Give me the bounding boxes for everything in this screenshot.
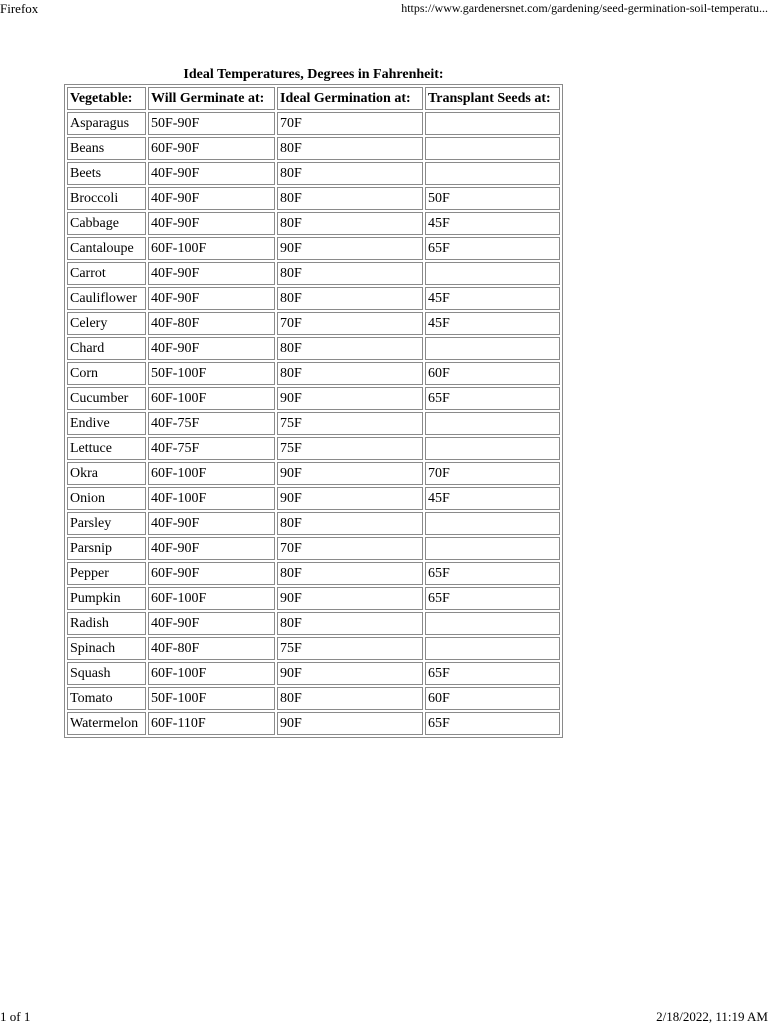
will-germinate-cell: 40F-90F (148, 537, 275, 560)
ideal-germination-cell: 90F (277, 587, 423, 610)
vegetable-cell: Lettuce (67, 437, 146, 460)
transplant-cell: 65F (425, 587, 560, 610)
transplant-cell: 45F (425, 312, 560, 335)
table-row (67, 412, 560, 435)
ideal-germination-cell: 80F (277, 362, 423, 385)
will-germinate-cell: 40F-90F (148, 262, 275, 285)
ideal-germination-cell: 90F (277, 487, 423, 510)
ideal-germination-cell: 80F (277, 162, 423, 185)
ideal-germination-cell: 90F (277, 662, 423, 685)
will-germinate-cell: 40F-100F (148, 487, 275, 510)
table-row (67, 187, 560, 210)
ideal-germination-cell: 80F (277, 187, 423, 210)
will-germinate-cell: 60F-100F (148, 237, 275, 260)
transplant-cell: 70F (425, 462, 560, 485)
ideal-germination-cell: 90F (277, 387, 423, 410)
vegetable-cell: Tomato (67, 687, 146, 710)
ideal-germination-cell: 80F (277, 212, 423, 235)
vegetable-cell: Cantaloupe (67, 237, 146, 260)
will-germinate-cell: 50F-100F (148, 687, 275, 710)
table-row (67, 362, 560, 385)
transplant-cell (425, 437, 560, 460)
vegetable-cell: Cabbage (67, 212, 146, 235)
will-germinate-cell: 40F-90F (148, 287, 275, 310)
ideal-germination-cell: 80F (277, 612, 423, 635)
ideal-germination-cell: 80F (277, 137, 423, 160)
will-germinate-cell: 50F-90F (148, 112, 275, 135)
table-row (67, 337, 560, 360)
transplant-cell (425, 337, 560, 360)
vegetable-cell: Squash (67, 662, 146, 685)
table-row (67, 537, 560, 560)
will-germinate-cell: 60F-90F (148, 137, 275, 160)
vegetable-cell: Radish (67, 612, 146, 635)
ideal-germination-cell: 70F (277, 312, 423, 335)
transplant-cell (425, 612, 560, 635)
vegetable-cell: Endive (67, 412, 146, 435)
vegetable-cell: Cucumber (67, 387, 146, 410)
will-germinate-cell: 60F-110F (148, 712, 275, 735)
table-caption: Ideal Temperatures, Degrees in Fahrenheit: (183, 67, 444, 82)
ideal-germination-cell: 80F (277, 287, 423, 310)
will-germinate-cell: 40F-90F (148, 512, 275, 535)
vegetable-cell: Carrot (67, 262, 146, 285)
vegetable-cell: Spinach (67, 637, 146, 660)
table-row (67, 112, 560, 135)
vegetable-cell: Parsley (67, 512, 146, 535)
print-timestamp: 2/18/2022, 11:19 AM (656, 1009, 768, 1024)
table-row (67, 137, 560, 160)
vegetable-cell: Parsnip (67, 537, 146, 560)
will-germinate-cell: 60F-100F (148, 462, 275, 485)
vegetable-cell: Pumpkin (67, 587, 146, 610)
temperature-table (64, 66, 563, 738)
ideal-germination-cell: 75F (277, 637, 423, 660)
ideal-germination-cell: 90F (277, 237, 423, 260)
page-count: 1 of 1 (0, 1009, 31, 1024)
column-header-transplant: Transplant Seeds at: (425, 87, 560, 110)
vegetable-cell: Asparagus (67, 112, 146, 135)
vegetable-cell: Okra (67, 462, 146, 485)
browser-name: Firefox (0, 1, 39, 16)
vegetable-cell: Pepper (67, 562, 146, 585)
vegetable-cell: Beans (67, 137, 146, 160)
ideal-germination-cell: 70F (277, 537, 423, 560)
table-row (67, 437, 560, 460)
vegetable-cell: Cauliflower (67, 287, 146, 310)
transplant-cell (425, 162, 560, 185)
column-header-will-germinate: Will Germinate at: (148, 87, 275, 110)
transplant-cell (425, 137, 560, 160)
transplant-cell (425, 512, 560, 535)
transplant-cell: 45F (425, 212, 560, 235)
will-germinate-cell: 40F-90F (148, 612, 275, 635)
will-germinate-cell: 40F-75F (148, 412, 275, 435)
will-germinate-cell: 40F-80F (148, 312, 275, 335)
table-row (67, 662, 560, 685)
transplant-cell: 65F (425, 712, 560, 735)
table-row (67, 262, 560, 285)
ideal-germination-cell: 80F (277, 337, 423, 360)
transplant-cell: 60F (425, 362, 560, 385)
table-row (67, 462, 560, 485)
transplant-cell: 65F (425, 562, 560, 585)
ideal-germination-cell: 70F (277, 112, 423, 135)
ideal-germination-cell: 80F (277, 262, 423, 285)
will-germinate-cell: 50F-100F (148, 362, 275, 385)
transplant-cell (425, 637, 560, 660)
table-row (67, 487, 560, 510)
transplant-cell: 45F (425, 487, 560, 510)
will-germinate-cell: 40F-90F (148, 337, 275, 360)
vegetable-cell: Chard (67, 337, 146, 360)
transplant-cell (425, 537, 560, 560)
table-row (67, 712, 560, 735)
ideal-germination-cell: 80F (277, 512, 423, 535)
transplant-cell (425, 412, 560, 435)
transplant-cell: 65F (425, 387, 560, 410)
table-row (67, 612, 560, 635)
will-germinate-cell: 60F-100F (148, 587, 275, 610)
ideal-germination-cell: 80F (277, 687, 423, 710)
table-body (67, 112, 560, 735)
vegetable-cell: Beets (67, 162, 146, 185)
table-row (67, 687, 560, 710)
will-germinate-cell: 60F-100F (148, 662, 275, 685)
ideal-germination-cell: 90F (277, 712, 423, 735)
will-germinate-cell: 40F-80F (148, 637, 275, 660)
transplant-cell: 45F (425, 287, 560, 310)
transplant-cell: 65F (425, 237, 560, 260)
transplant-cell: 50F (425, 187, 560, 210)
transplant-cell (425, 112, 560, 135)
table-row (67, 387, 560, 410)
table-row (67, 312, 560, 335)
vegetable-cell: Broccoli (67, 187, 146, 210)
ideal-germination-cell: 80F (277, 562, 423, 585)
table-row (67, 562, 560, 585)
column-header-ideal-germination: Ideal Germination at: (277, 87, 423, 110)
will-germinate-cell: 40F-90F (148, 187, 275, 210)
table-row (67, 212, 560, 235)
will-germinate-cell: 40F-75F (148, 437, 275, 460)
will-germinate-cell: 40F-90F (148, 162, 275, 185)
ideal-germination-cell: 75F (277, 412, 423, 435)
ideal-germination-cell: 75F (277, 437, 423, 460)
table-row (67, 162, 560, 185)
column-header-vegetable: Vegetable: (67, 87, 146, 110)
transplant-cell (425, 262, 560, 285)
table-row (67, 512, 560, 535)
page-url: https://www.gardenersnet.com/gardening/seed-germination-soil-temperatu... (401, 1, 768, 15)
will-germinate-cell: 60F-90F (148, 562, 275, 585)
vegetable-cell: Onion (67, 487, 146, 510)
table-header-row (67, 87, 560, 110)
table-row (67, 287, 560, 310)
table-row (67, 587, 560, 610)
ideal-germination-cell: 90F (277, 462, 423, 485)
transplant-cell: 65F (425, 662, 560, 685)
table-row (67, 237, 560, 260)
will-germinate-cell: 60F-100F (148, 387, 275, 410)
vegetable-cell: Watermelon (67, 712, 146, 735)
vegetable-cell: Celery (67, 312, 146, 335)
transplant-cell: 60F (425, 687, 560, 710)
will-germinate-cell: 40F-90F (148, 212, 275, 235)
table-row (67, 637, 560, 660)
vegetable-cell: Corn (67, 362, 146, 385)
